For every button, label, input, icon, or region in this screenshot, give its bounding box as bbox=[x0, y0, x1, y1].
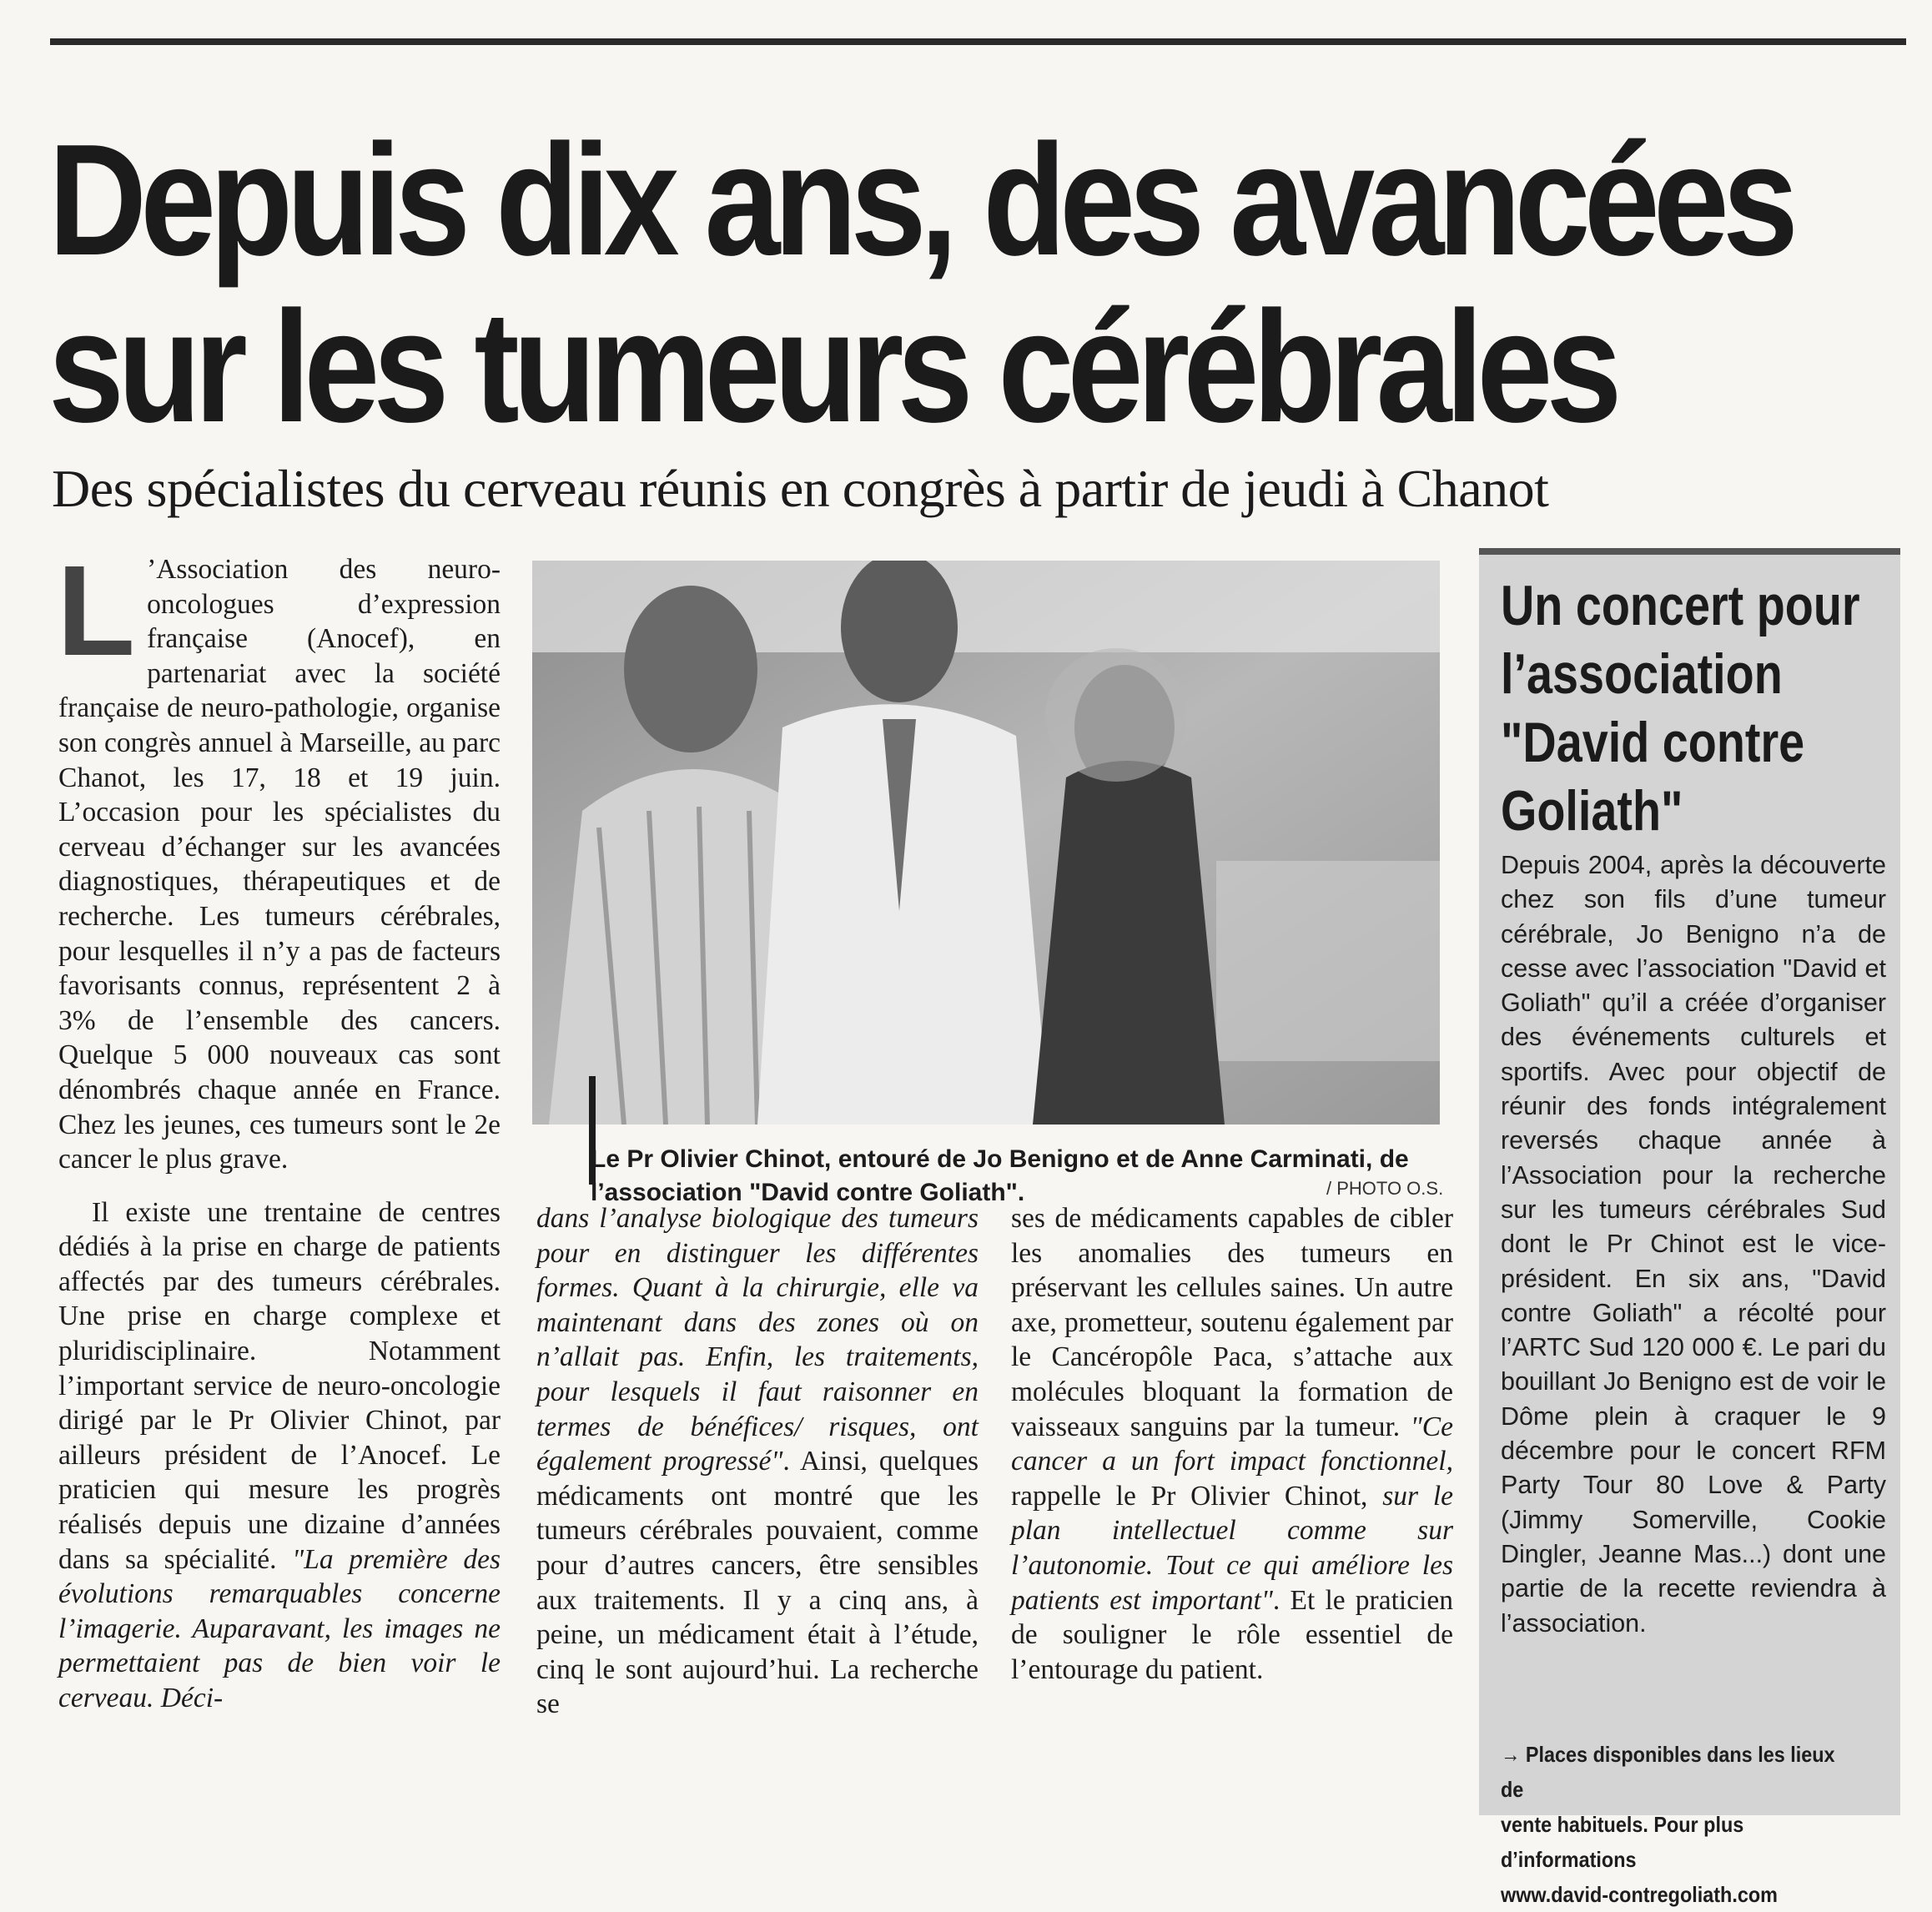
column-3-quote-1: "Ce cancer a un fort impact fonctionnel, bbox=[1011, 1411, 1453, 1477]
paragraph-1-text: ’Association des neuro-oncologues d’expression française (Anocef), en partenariat avec la société française de neuro-pathologie, organise son congrès annuel à Marseille, au parc Chanot, les 17, 18 et 19 juin. L’occasion pour les spécialistes du cerveau d’échanger sur les avancées diagnostiques, thérapeutiques et de recherche. Les tumeurs cérébrales, pour lesquelles il n’y a pas de facteurs favorisants connus, représentent 2 à 3% de l’ensemble des cancers. Quelque 5 000 nouveaux cas sont dénombrés chaque année en France. Chez les jeunes, ces tumeurs sont le 2e cancer le plus grave. bbox=[58, 554, 501, 1175]
article-column-2 bbox=[536, 1201, 979, 1722]
paragraph-2-quote: "La première des évolutions remarquables concerne l’imagerie. Auparavant, les images ne permettaient pas de bien voir le cerveau. Déci- bbox=[58, 1543, 501, 1713]
article-column-1 bbox=[57, 539, 501, 1716]
column-3-text bbox=[1011, 1201, 1453, 1687]
paragraph-2 bbox=[58, 1195, 501, 1716]
paragraph-2-text: Il existe une trentaine de centres dédiés à la prise en charge de patients affectés par des tumeurs cérébrales. Une prise en charge complexe et pluridisciplinaire. Notamment l’important service de neuro-oncologie dirigé par le Pr Olivier Chinot, par ailleurs président de l’Anocef. Le praticien qui mesure les progrès réalisés depuis une dizaine d’années dans sa spécialité. bbox=[58, 1196, 501, 1575]
sidebar-box bbox=[1479, 548, 1900, 1907]
column-3-part-a: ses de médicaments capables de cibler les anomalies des tumeurs en préservant les cellules saines. Un autre axe, prometteur, soutenu également par le Cancéropôle Paca, s’attache aux molécules bloquant la formation de vaisseaux sanguins par la tumeur. bbox=[1011, 1203, 1453, 1442]
sidebar-info-line-3: d’informations bbox=[1501, 1847, 1637, 1872]
subheadline: Des spécialistes du cerveau réunis en congrès à partir de jeudi à Chanot bbox=[52, 459, 1549, 518]
headline-line-1: Depuis dix ans, des avancées bbox=[48, 112, 1793, 289]
top-rule bbox=[50, 38, 1906, 45]
photo-illustration bbox=[532, 561, 1440, 1125]
sidebar-info-line-2: vente habituels. Pour plus bbox=[1501, 1812, 1744, 1837]
photo-caption: Le Pr Olivier Chinot, entouré de Jo Benigno et de Anne Carminati, de l’association "David contre Goliath". bbox=[591, 1145, 1409, 1206]
headline-line-2: sur les tumeurs cérébrales bbox=[48, 279, 1616, 455]
paragraph-1 bbox=[57, 539, 501, 1177]
column-2-text bbox=[536, 1201, 979, 1722]
sidebar-body: Depuis 2004, après la découverte chez son fils d’une tumeur cérébrale, Jo Benigno n’a de cesse avec l’association "David et Goliath" qu’il a créée d’organiser des événements culturels et sportifs. Avec pour objectif de réunir des fonds intégralement reversés chaque année à l’Association pour la recherche sur les tumeurs cérébrales Sud dont le Pr Chinot est le vice-président. En six ans, "David contre Goliath" a récolté pour l’ARTC Sud 120 000 €. Le pari du bouillant Jo Benigno est de voir le Dôme plein à craquer le 9 décembre pour le concert RFM Party Tour 80 Love & Party (Jimmy Somerville, Cookie Dingler, Jeanne Mas...) dont une partie de la recette reviendra à l’association. bbox=[1501, 851, 1886, 1638]
column-3-quote-2: sur le plan intellectuel comme sur l’autonomie. Tout ce qui améliore les patients est important" bbox=[1011, 1480, 1453, 1616]
sidebar-info-line-1: → Places disponibles dans les lieux de bbox=[1501, 1742, 1835, 1802]
article-column-3 bbox=[1011, 1201, 1453, 1687]
column-3-end: . Et le praticien de souligner le rôle essentiel de l’entourage du patient. bbox=[1011, 1584, 1453, 1685]
column-3-mid: rappelle le Pr Olivier Chinot, bbox=[1011, 1480, 1383, 1512]
photo-credit: / PHOTO O.S. bbox=[1326, 1178, 1444, 1199]
column-2-rest: . Ainsi, quelques médicaments ont montré que les tumeurs cérébrales pouvaient, comme pour d’autres cancers, être sensibles aux traitements. Il y a cinq ans, à peine, un médicament était à l’étude, cinq le sont aujourd’hui. La recherche se bbox=[536, 1446, 979, 1720]
sidebar-info-url[interactable]: www.david-contregoliath.com bbox=[1501, 1882, 1778, 1907]
article-photo bbox=[532, 561, 1440, 1125]
column-2-quote: dans l’analyse biologique des tumeurs pour en distinguer les différentes formes. Quant à la chirurgie, elle va maintenant dans des zones où on n’allait pas. Enfin, les traitements, pour lesquels il faut raisonner en termes de bénéfices/ risques, ont également progressé" bbox=[536, 1203, 979, 1477]
sidebar-rule bbox=[1479, 548, 1900, 555]
sidebar-info bbox=[1501, 1737, 1861, 1912]
drop-cap: L bbox=[57, 539, 136, 682]
sidebar-title: Un concert pour l’association "David contre Goliath" bbox=[1501, 574, 1860, 843]
headline bbox=[48, 112, 1793, 455]
